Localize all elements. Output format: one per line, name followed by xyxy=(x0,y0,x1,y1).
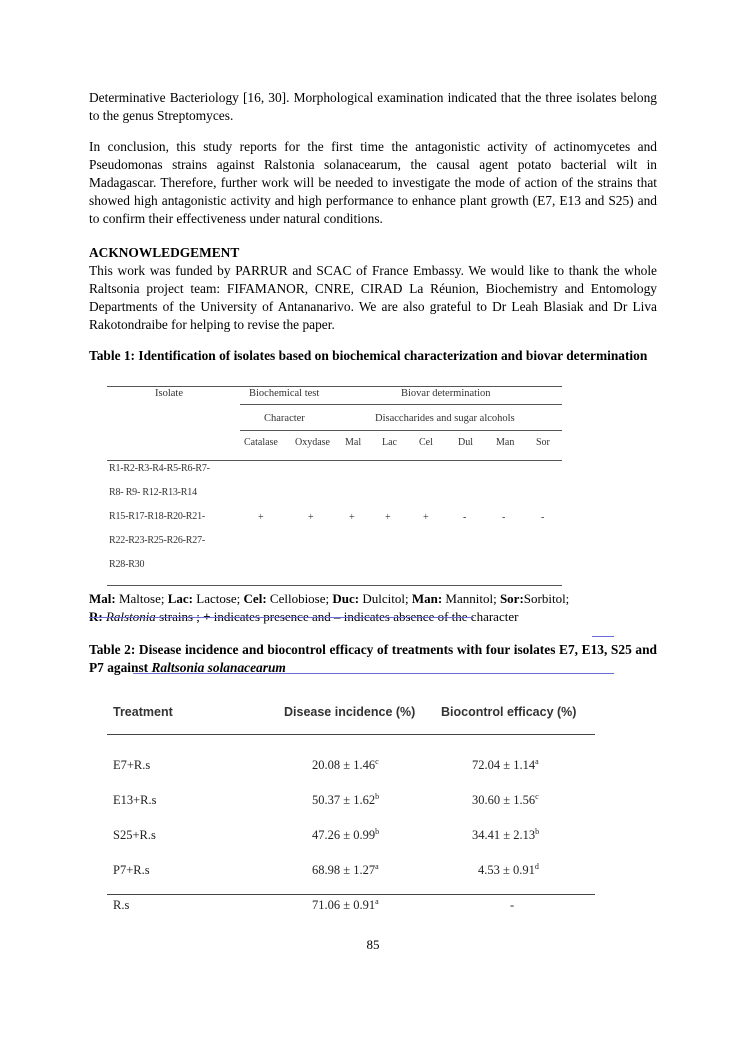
legend-value: strains ; xyxy=(155,609,204,624)
incidence-cell: 50.37 ± 1.62$^b$ xyxy=(312,792,380,807)
caption-italic: Raltsonia solanacearum xyxy=(151,660,286,675)
legend-key: Duc: xyxy=(332,591,360,606)
acknowledgement-section xyxy=(89,244,657,334)
incidence-cell: 20.08 ± 1.46$^c$ xyxy=(312,757,379,772)
column-mal: Mal xyxy=(345,437,362,448)
result-mal: + xyxy=(349,512,355,523)
result-sor: - xyxy=(541,512,545,523)
header-disease-incidence: Disease incidence (%) xyxy=(284,705,416,719)
result-dul: - xyxy=(463,512,467,523)
column-cel: Cel xyxy=(419,437,433,448)
column-sor: Sor xyxy=(536,437,550,448)
efficacy-cell: 30.60 ± 1.56$^c$ xyxy=(472,792,539,807)
incidence-cell: 47.26 ± 0.99$^b$ xyxy=(312,827,380,842)
column-lac: Lac xyxy=(382,437,397,448)
incidence-cell: 71.06 ± 0.91$^a$ xyxy=(312,897,379,912)
column-oxydase: Oxydase xyxy=(295,437,330,448)
treatment-cell: S25+R.s xyxy=(113,828,156,842)
result-oxydase: + xyxy=(308,512,314,523)
strain-line: R28-R30 xyxy=(109,559,145,570)
table1 xyxy=(107,386,562,586)
treatment-cell: R.s xyxy=(113,898,130,912)
header-biocontrol-efficacy: Biocontrol efficacy (%) xyxy=(441,705,577,719)
table-rule xyxy=(240,430,562,431)
annotation-underline xyxy=(133,673,614,674)
caption-text: Table 1: Identification of isolates based on biochemical characterization and biovar determination xyxy=(89,348,648,363)
legend-value: indicates presence and xyxy=(210,609,334,624)
subheader-sugars: Disaccharides and sugar alcohols xyxy=(375,413,515,424)
page-number: 85 xyxy=(366,937,380,952)
result-cel: + xyxy=(423,512,429,523)
treatment-cell: P7+R.s xyxy=(113,863,150,877)
header-biochemical-test: Biochemical test xyxy=(249,388,320,399)
legend-value: Dulcitol; xyxy=(359,591,412,606)
table-rule xyxy=(107,894,595,895)
strain-line: R8- R9- R12-R13-R14 xyxy=(109,487,197,498)
table-rule xyxy=(107,386,562,387)
legend-value: Maltose; xyxy=(115,591,168,606)
legend-key: Mal: xyxy=(89,591,116,606)
strain-line: R15-R17-R18-R20-R21- xyxy=(109,511,206,522)
legend-key: + xyxy=(203,609,211,624)
legend-key: Man: xyxy=(411,591,443,606)
caption-plain: Table 2: Disease incidence and biocontrol efficacy of treatments with four isolates E7, E13, S25 and P7 against xyxy=(89,642,657,675)
legend-value: Mannitol; xyxy=(442,591,500,606)
table2-caption xyxy=(89,641,657,677)
result-man: - xyxy=(502,512,506,523)
result-catalase: + xyxy=(258,512,264,523)
paragraph-text: In conclusion, this study reports for the first time the antagonistic activity of actinomycetes and Pseudomonas strains against Ralstonia solanacearum, the causal agent potato bacterial wilt in Madagascar. Therefore, further work will be needed to investigate the mode of action of the strains that showed high antagonistic activity and high performance to enhance plant growth (E7, E13 and S25) and to confirm their effectiveness under natural conditions. xyxy=(89,139,657,226)
treatment-cell: E13+R.s xyxy=(113,793,157,807)
section-heading: ACKNOWLEDGEMENT xyxy=(89,245,240,260)
column-man: Man xyxy=(496,437,515,448)
legend-value: indicates absence of the character xyxy=(340,609,519,624)
paragraph-morphology xyxy=(89,89,657,125)
header-treatment: Treatment xyxy=(113,705,173,719)
legend-value: Cellobiose; xyxy=(266,591,333,606)
annotation-mark xyxy=(592,636,614,637)
annotation-underline xyxy=(89,617,474,618)
header-biovar: Biovar determination xyxy=(401,388,491,399)
table-rule xyxy=(107,460,562,461)
efficacy-cell: 4.53 ± 0.91$^d$ xyxy=(478,862,539,877)
table-rule xyxy=(107,585,562,586)
header-isolate: Isolate xyxy=(155,388,183,399)
legend-key: Lac: xyxy=(167,591,193,606)
column-catalase: Catalase xyxy=(244,437,278,448)
legend-value: Sorbitol; xyxy=(523,591,570,606)
efficacy-cell: - xyxy=(510,898,515,912)
paragraph-conclusion xyxy=(89,138,657,228)
table1-legend-abbrev xyxy=(89,590,657,608)
acknowledgement-text: This work was funded by PARRUR and SCAC of France Embassy. We would like to thank the whole Raltsonia project team: FIFAMANOR, CNRE, CIRAD La Réunion, Biochemistry and Entomology Departments of the University of Antananarivo. We are also grateful to Dr Leah Blasiak and Dr Liva Rakotondraibe for helping to revise the paper. xyxy=(89,263,657,332)
table1-caption xyxy=(89,347,657,365)
legend-key: Cel: xyxy=(243,591,267,606)
caption-text xyxy=(89,641,657,677)
efficacy-cell: 72.04 ± 1.14$^a$ xyxy=(472,757,539,772)
subheader-character: Character xyxy=(264,413,305,424)
result-lac: + xyxy=(385,512,391,523)
table2 xyxy=(107,698,595,912)
legend-key: Sor: xyxy=(499,591,524,606)
strain-line: R1-R2-R3-R4-R5-R6-R7- xyxy=(109,463,210,474)
legend-italic: Ralstonia xyxy=(102,609,156,624)
strain-line: R22-R23-R25-R26-R27- xyxy=(109,535,206,546)
column-dul: Dul xyxy=(458,437,473,448)
efficacy-cell: 34.41 ± 2.13$^b$ xyxy=(472,827,540,842)
legend-key: – xyxy=(334,609,341,624)
legend-value: Lactose; xyxy=(193,591,244,606)
paragraph-text: Determinative Bacteriology [16, 30]. Morphological examination indicated that the three isolates belong to the genus Streptomyces. xyxy=(89,90,657,123)
incidence-cell: 68.98 ± 1.27$^a$ xyxy=(312,862,379,877)
legend-key: R: xyxy=(89,609,103,624)
table-rule xyxy=(107,734,595,735)
table-rule xyxy=(240,404,562,405)
treatment-cell: E7+R.s xyxy=(113,758,151,772)
